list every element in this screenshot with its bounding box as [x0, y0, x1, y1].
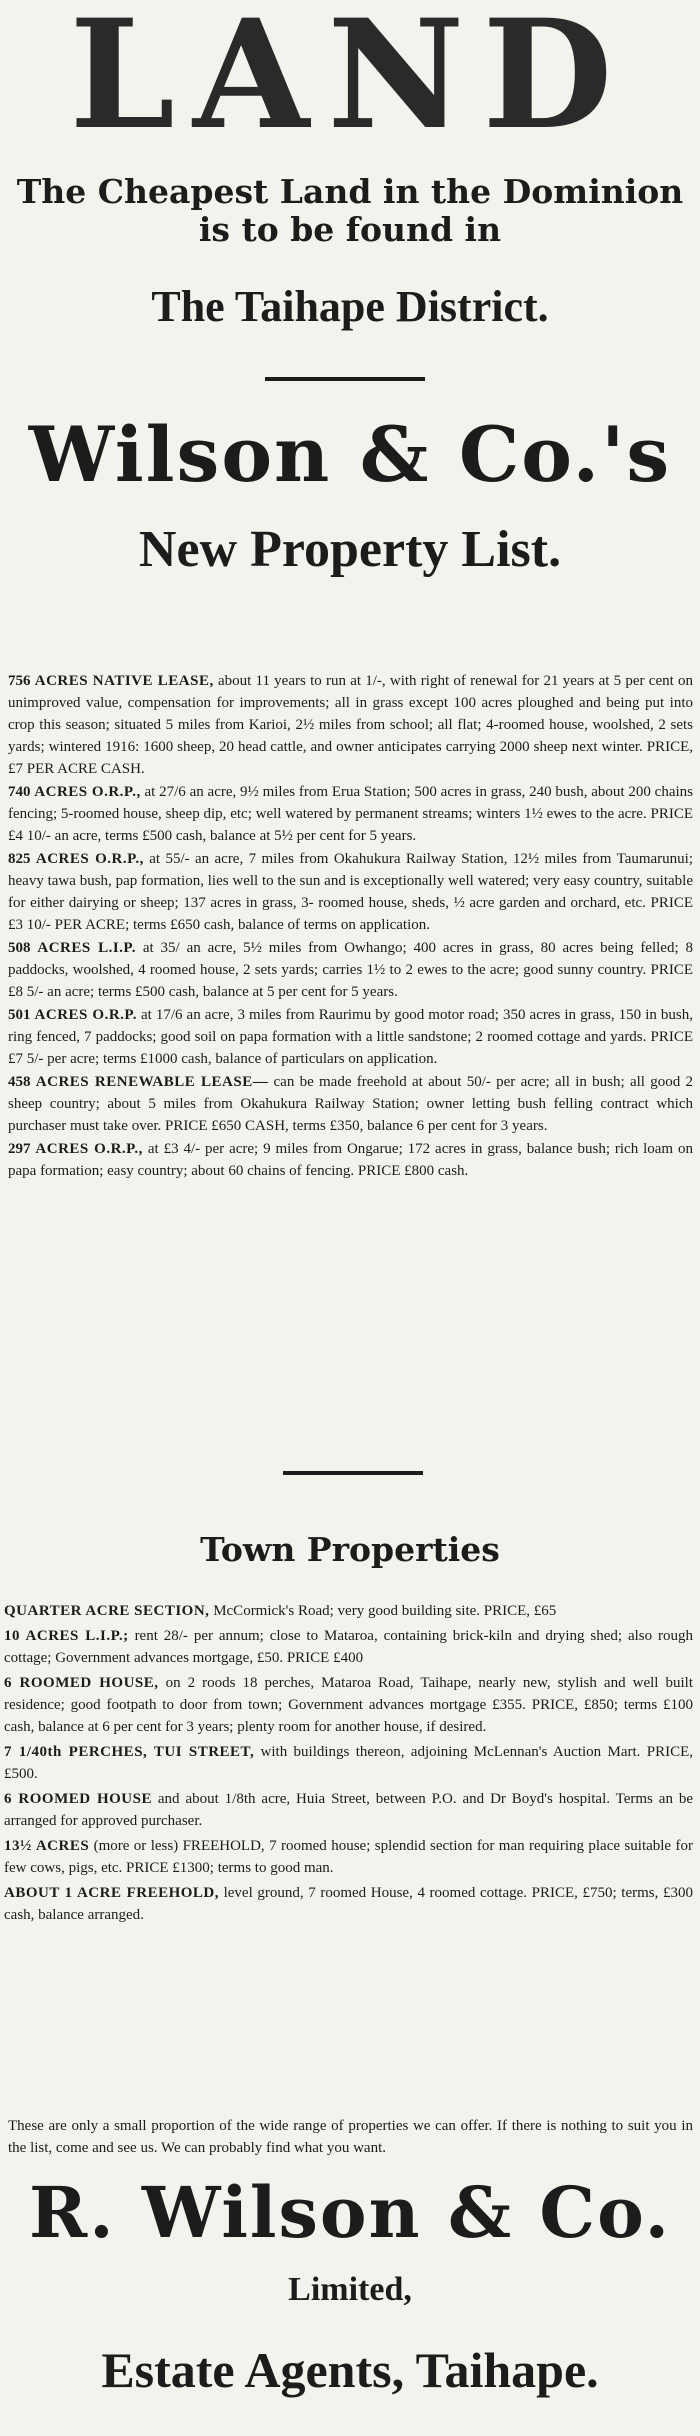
- listing-heading: ACRES O.R.P.,: [35, 1141, 143, 1157]
- listing-number: 297: [8, 1141, 31, 1157]
- listing-heading: ACRES NATIVE LEASE,: [34, 673, 214, 689]
- town-properties-title: Town Properties: [200, 1530, 500, 1569]
- town-item: [4, 1672, 693, 1738]
- town-item-heading: 6 ROOMED HOUSE: [4, 1791, 152, 1807]
- listing-item: [8, 1071, 693, 1137]
- listing-number: 825: [8, 851, 31, 867]
- listing-text: can be made freehold at about 50/- per acre; all in bush; all good 2 sheep country; about 5 miles from Okahukura Railway Station; owner letting bush felling contract which purchaser must take over. PRICE £650 CASH, terms £350, balance 6 per cent for 3 years.: [8, 1074, 693, 1134]
- town-item-text: (more or less) FREEHOLD, 7 roomed house; splendid section for man requiring place suitable for few cows, pigs, etc. PRICE £1300; terms to good man.: [4, 1838, 693, 1876]
- agent-limited: Limited,: [288, 2271, 412, 2308]
- town-item: [4, 1600, 693, 1622]
- town-item: [4, 1741, 693, 1785]
- listing-heading: ACRES O.R.P.,: [35, 851, 144, 867]
- listing-text: about 11 years to run at 1/-, with right of renewal for 21 years at 5 per cent on unimproved value, compensation for improvements; all in grass except 100 acres ploughed and being put into crop this season; situated 5 miles from Karioi, 2½ miles from school; all flat; 4-roomed house, woolshed, 2 sets yards; wintered 1916: 1600 sheep, 20 head cattle, and owner anticipates carrying 2000 sheep next winter. PRICE, £7 PER ACRE CASH.: [8, 673, 693, 777]
- listing-item: [8, 848, 693, 936]
- listing-number: 501: [8, 1007, 31, 1023]
- town-properties-list: [4, 1600, 693, 1929]
- district-heading: The Taihape District.: [151, 282, 549, 331]
- listing-text: at 55/- an acre, 7 miles from Okahukura Railway Station, 12½ miles from Taumarunui; heavy tawa bush, pap formation, lies well to the sun and is exceptionally well watered; very easy country, suitable for either dairying or sheep; 137 acres in grass, 3- roomed house, sheds, ½ acre garden and orchard, etc. PRICE £3 10/- PER ACRE; terms £650 cash, balance of terms on application.: [8, 851, 694, 933]
- listing-item: [8, 781, 693, 847]
- town-item-heading: 13½ ACRES: [4, 1838, 90, 1854]
- listing-heading: ACRES O.R.P.: [34, 1007, 137, 1023]
- tagline-line-2: is to be found in: [198, 210, 502, 249]
- headline: LAND: [69, 0, 631, 163]
- company-name: Wilson & Co.'s: [28, 410, 672, 499]
- town-item: [4, 1835, 693, 1879]
- town-item-text: and about 1/8th acre, Huia Street, between P.O. and Dr Boyd's hospital. Terms an be arranged for approved purchaser.: [4, 1791, 694, 1829]
- town-item-heading: 10 ACRES L.I.P.;: [4, 1628, 129, 1644]
- listing-heading: ACRES RENEWABLE LEASE—: [35, 1074, 269, 1090]
- listing-number: 756: [8, 673, 31, 689]
- town-item-heading: 7 1/40th PERCHES, TUI STREET,: [4, 1744, 255, 1760]
- town-item-text: with buildings thereon, adjoining McLennan's Auction Mart. PRICE, £500.: [4, 1744, 693, 1782]
- listing-item: [8, 670, 693, 780]
- listing-heading: ACRES L.I.P.: [37, 940, 136, 956]
- property-list-title: New Property List.: [138, 521, 562, 578]
- divider: [265, 377, 425, 381]
- listing-text: at 35/ an acre, 5½ miles from Owhango; 400 acres in grass, 80 acres being felled; 8 paddocks, woolshed, 4 roomed house, 2 sets yards; carries 1½ to 2 ewes to the acre; good sunny country. PRICE £8 5/- an acre; terms £500 cash, balance at 5 per cent for 5 years.: [8, 940, 693, 1000]
- listing-item: [8, 1138, 693, 1182]
- town-item: [4, 1882, 693, 1926]
- agent-tagline: Estate Agents, Taihape.: [101, 2342, 599, 2398]
- town-item-text: on 2 roods 18 perches, Mataroa Road, Taihape, nearly new, stylish and well built residence; good footpath to door from town; Government advances mortgage £355. PRICE, £850; terms £100 cash, balance at 6 per cent for 3 years; plenty room for another house, if desired.: [4, 1675, 693, 1735]
- town-item-heading: QUARTER ACRE SECTION,: [4, 1603, 210, 1619]
- closing-note: These are only a small proportion of the wide range of properties we can offer. If there is nothing to suit you in the list, come and see us. We can probably find what you want.: [8, 2118, 693, 2156]
- listing-item: [8, 937, 693, 1003]
- town-item-text: rent 28/- per annum; close to Mataroa, containing brick-kiln and drying shed; also rough cottage; Government advances mortgage, £50. PRICE £400: [4, 1628, 694, 1666]
- town-item-text: level ground, 7 roomed House, 4 roomed cottage. PRICE, £750; terms, £300 cash, balance arranged.: [4, 1885, 693, 1923]
- listing-text: at £3 4/- per acre; 9 miles from Ongarue; 172 acres in grass, balance bush; rich loam on papa formation; easy country; about 60 chains of fencing. PRICE £800 cash.: [8, 1141, 693, 1179]
- listing-text: at 27/6 an acre, 9½ miles from Erua Station; 500 acres in grass, 240 bush, about 200 chains fencing; 5-roomed house, sheep dip, etc; well watered by permanent streams; winters 1½ ewes to the acre. PRICE £4 10/- an acre, terms £500 cash, balance at 5½ per cent for 5 years.: [8, 784, 693, 844]
- town-item-heading: 6 ROOMED HOUSE,: [4, 1675, 159, 1691]
- town-item-heading: ABOUT 1 ACRE FREEHOLD,: [4, 1885, 219, 1901]
- town-item-text: McCormick's Road; very good building site. PRICE, £65: [213, 1603, 557, 1619]
- listing-heading: ACRES O.R.P.,: [34, 784, 141, 800]
- property-listings: [8, 670, 693, 1183]
- divider: [283, 1471, 423, 1475]
- listing-number: 740: [8, 784, 31, 800]
- town-item: [4, 1625, 693, 1669]
- listing-number: 458: [8, 1074, 31, 1090]
- listing-number: 508: [8, 940, 31, 956]
- listing-item: [8, 1004, 693, 1070]
- town-item: [4, 1788, 693, 1832]
- agent-name: R. Wilson & Co.: [29, 2171, 671, 2254]
- tagline-line-1: The Cheapest Land in the Dominion: [16, 172, 684, 211]
- listing-text: at 17/6 an acre, 3 miles from Raurimu by good motor road; 350 acres in grass, 150 in bush, ring fenced, 7 paddocks; good soil on papa formation with a little sandstone; 2 roomed cottage and yards. PRICE £7 5/- per acre; terms £1000 cash, balance of particulars on application.: [8, 1007, 693, 1067]
